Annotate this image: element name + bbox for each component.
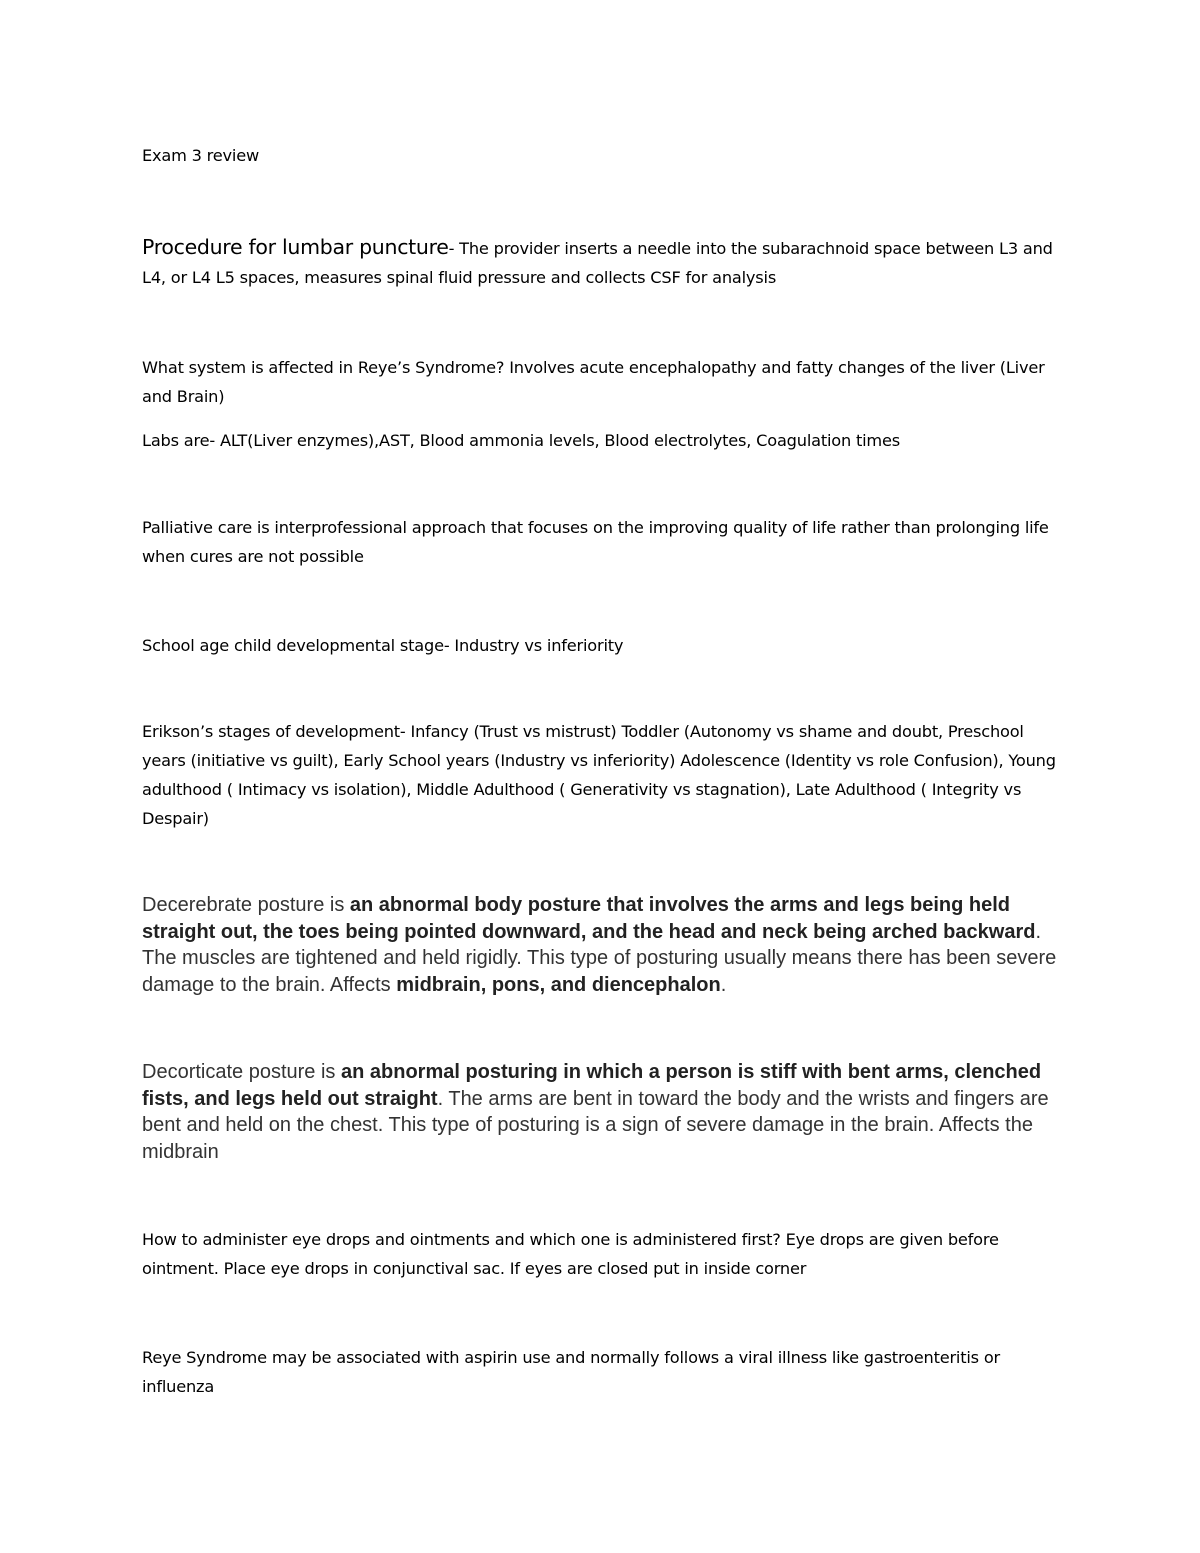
reye-labs-paragraph: Labs are- ALT(Liver enzymes),AST, Blood ammonia levels, Blood electrolytes, Coagulation times: [142, 431, 900, 450]
decerebrate-middle: . The muscles are tightened and held rigidly. This type of posturing usually means there has been severe damage to the brain. Affects: [142, 920, 1057, 996]
decorticate-definition: an abnormal posturing in which a person is stiff with bent arms, clenched fists, and legs held out straight: [142, 1061, 1042, 1110]
lumbar-puncture-body: - The provider inserts a needle into the subarachnoid space between L3 and L4, or L4 L5 spaces, measures spinal fluid pressure and collects CSF for analysis: [142, 239, 1053, 287]
document-title: Exam 3 review: [142, 146, 260, 165]
reye-system-paragraph: What system is affected in Reye’s Syndrome? Involves acute encephalopathy and fatty changes of the liver (Liver and Brain): [142, 358, 1045, 406]
decorticate-posture-paragraph: [142, 1059, 1072, 1165]
lumbar-puncture-heading: Procedure for lumbar puncture: [142, 235, 449, 259]
lumbar-puncture-paragraph: [142, 233, 1072, 292]
eye-drops-paragraph: How to administer eye drops and ointments and which one is administered first? Eye drops are given before ointment. Place eye drops in conjunctival sac. If eyes are closed put in inside corner: [142, 1230, 999, 1278]
decerebrate-affected-areas: midbrain, pons, and diencephalon: [396, 973, 721, 996]
decorticate-lead: Decorticate posture is: [142, 1061, 341, 1083]
palliative-care-paragraph: Palliative care is interprofessional approach that focuses on the improving quality of life rather than prolonging life when cures are not possible: [142, 518, 1049, 566]
erikson-stages-paragraph: Erikson’s stages of development- Infancy (Trust vs mistrust) Toddler (Autonomy vs shame and doubt, Preschool years (initiative vs guilt), Early School years (Industry vs inferiority) Adolescence (Identity vs role Confusion), Young adulthood ( Intimacy vs isolation), Middle Adulthood ( Generativity vs stagnation), Late Adulthood ( Integrity vs Despair): [142, 722, 1056, 828]
decerebrate-posture-paragraph: [142, 892, 1072, 998]
decerebrate-lead: Decerebrate posture is: [142, 894, 350, 916]
decerebrate-end: .: [720, 973, 727, 996]
school-age-paragraph: School age child developmental stage- Industry vs inferiority: [142, 636, 624, 655]
decorticate-rest: . The arms are bent in toward the body and the wrists and fingers are bent and held on the chest. This type of posturing is a sign of severe damage in the brain. Affects the midbrain: [142, 1087, 1049, 1163]
reye-aspirin-paragraph: Reye Syndrome may be associated with aspirin use and normally follows a viral illness like gastroenteritis or influenza: [142, 1348, 1001, 1396]
decerebrate-definition: an abnormal body posture that involves the arms and legs being held straight out, the toes being pointed downward, and the head and neck being arched backward: [142, 894, 1036, 943]
